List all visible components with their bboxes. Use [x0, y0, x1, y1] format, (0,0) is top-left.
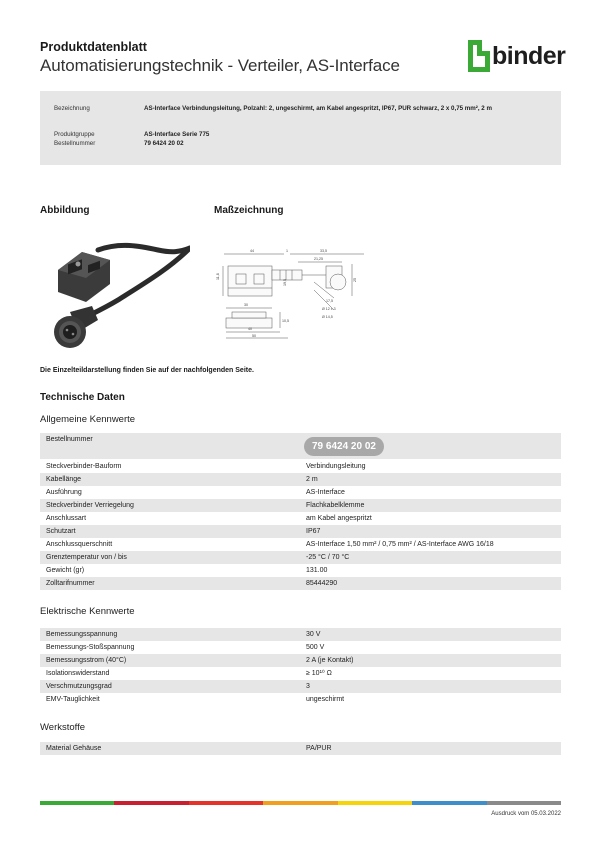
spec-value: 2 m: [306, 476, 318, 483]
info-value: AS-Interface Serie 775: [144, 131, 210, 138]
spec-row: [40, 564, 561, 577]
spec-label: Kabellänge: [46, 476, 82, 483]
spec-row: [40, 512, 561, 525]
spec-label: Bemessungs-Stoßspannung: [46, 644, 135, 651]
spec-row: [40, 525, 561, 538]
detail-note: Die Einzelteildarstellung finden Sie auf der nachfolgenden Seite.: [40, 367, 254, 374]
spec-value: AS-Interface 1,50 mm² / 0,75 mm² / AS-Interface AWG 16/18: [306, 541, 494, 548]
spec-value: ungeschirmt: [306, 696, 345, 703]
spec-row: [40, 551, 561, 564]
spec-label: Verschmutzungsgrad: [46, 683, 112, 690]
spec-value: Flachkabelklemme: [306, 502, 365, 509]
binder-logo: [468, 40, 564, 72]
spec-value: ≥ 10¹⁰ Ω: [306, 670, 332, 677]
spec-value: IP67: [306, 528, 321, 535]
spec-row: [40, 654, 561, 667]
spec-label: Material Gehäuse: [46, 745, 102, 752]
info-label: Bestellnummer: [54, 140, 96, 147]
drawing-label: 30: [244, 303, 248, 307]
spec-label: Anschlussquerschnitt: [46, 541, 113, 548]
drawing-label: 44: [250, 249, 254, 253]
document-type: Produktdatenblatt: [40, 40, 147, 54]
spec-row: [40, 538, 561, 551]
spec-value: Verbindungsleitung: [306, 463, 366, 470]
logo-text: binder: [492, 42, 566, 70]
page-title: Automatisierungstechnik - Verteiler, AS-Interface: [40, 56, 400, 75]
spec-value: 500 V: [306, 644, 325, 651]
color-bar-segment: [40, 801, 114, 805]
spec-row: [40, 499, 561, 512]
drawing-label: 50: [252, 334, 256, 338]
spec-value: PA/PUR: [306, 745, 332, 752]
drawing-label: Ø 12 x 3: [322, 307, 336, 311]
color-bar-segment: [189, 801, 263, 805]
spec-value: am Kabel angespritzt: [306, 515, 372, 522]
drawing-label: 40: [248, 327, 252, 331]
abbildung-heading: Abbildung: [40, 205, 90, 216]
color-bar-segment: [263, 801, 337, 805]
spec-row: [40, 460, 561, 473]
spec-label: Bestellnummer: [46, 436, 93, 443]
spec-value: 2 A (je Kontakt): [306, 657, 354, 664]
dimension-drawing: [214, 238, 384, 342]
spec-value: 85444290: [306, 580, 338, 587]
drawing-label: 1: [286, 249, 288, 253]
drawing-label: 21,25: [314, 257, 323, 261]
spec-value: 3: [306, 683, 310, 690]
spec-row: [40, 577, 561, 590]
product-info-box: [40, 91, 561, 165]
spec-label: EMV-Tauglichkeit: [46, 696, 100, 703]
spec-value: 131.00: [306, 567, 328, 574]
footer-color-bar: [40, 801, 561, 805]
info-label: Produktgruppe: [54, 131, 95, 138]
color-bar-segment: [487, 801, 561, 805]
info-label: Bezeichnung: [54, 105, 90, 112]
spec-row: [40, 628, 561, 641]
spec-row: [40, 473, 561, 486]
electrical-specs-heading: Elektrische Kennwerte: [40, 606, 135, 617]
info-value: AS-Interface Verbindungsleitung, Polzahl: 2, ungeschirmt, am Kabel angespritzt, IP67, PUR schwarz, 2 x 0,75 mm², 2 m: [144, 105, 492, 112]
materials-heading: Werkstoffe: [40, 722, 86, 733]
spec-row: [40, 742, 561, 755]
spec-row: [40, 667, 561, 680]
order-number-badge: 79 6424 20 02: [304, 437, 384, 456]
spec-value: 30 V: [306, 631, 321, 638]
spec-label: Zolltarifnummer: [46, 580, 95, 587]
spec-label: Steckverbinder-Bauform: [46, 463, 122, 470]
spec-label: Schutzart: [46, 528, 76, 535]
spec-label: Steckverbinder Verriegelung: [46, 502, 134, 509]
order-number-row: [40, 433, 561, 459]
drawing-label: 25: [353, 278, 357, 282]
drawing-label: Ø 14,5: [322, 315, 333, 319]
spec-label: Bemessungsspannung: [46, 631, 118, 638]
general-specs-heading: Allgemeine Kennwerte: [40, 414, 136, 425]
spec-label: Isolationswiderstand: [46, 670, 110, 677]
spec-label: Gewicht (gr): [46, 567, 85, 574]
spec-label: Ausführung: [46, 489, 82, 496]
technical-data-heading: Technische Daten: [40, 392, 125, 403]
spec-row: [40, 680, 561, 693]
product-photo: [40, 228, 190, 348]
spec-value: AS-Interface: [306, 489, 345, 496]
spec-row: [40, 641, 561, 654]
spec-label: Grenztemperatur von / bis: [46, 554, 127, 561]
spec-row: [40, 486, 561, 499]
drawing-label: 19,5: [283, 279, 287, 286]
info-value: 79 6424 20 02: [144, 140, 184, 147]
drawing-label: 11,8: [216, 273, 220, 280]
print-date: Ausdruck vom 05.03.2022: [491, 811, 561, 817]
spec-value: -25 °C / 70 °C: [306, 554, 350, 561]
masszeichnung-heading: Maßzeichnung: [214, 205, 284, 216]
color-bar-segment: [412, 801, 486, 805]
drawing-label: 33,5: [320, 249, 327, 253]
spec-row: [40, 693, 561, 706]
color-bar-segment: [338, 801, 412, 805]
spec-label: Bemessungsstrom (40°C): [46, 657, 127, 664]
color-bar-segment: [114, 801, 188, 805]
drawing-label: 10,5: [282, 319, 289, 323]
spec-label: Anschlussart: [46, 515, 87, 522]
binder-logo-icon: [468, 40, 490, 72]
drawing-label: 17,5: [326, 299, 333, 303]
